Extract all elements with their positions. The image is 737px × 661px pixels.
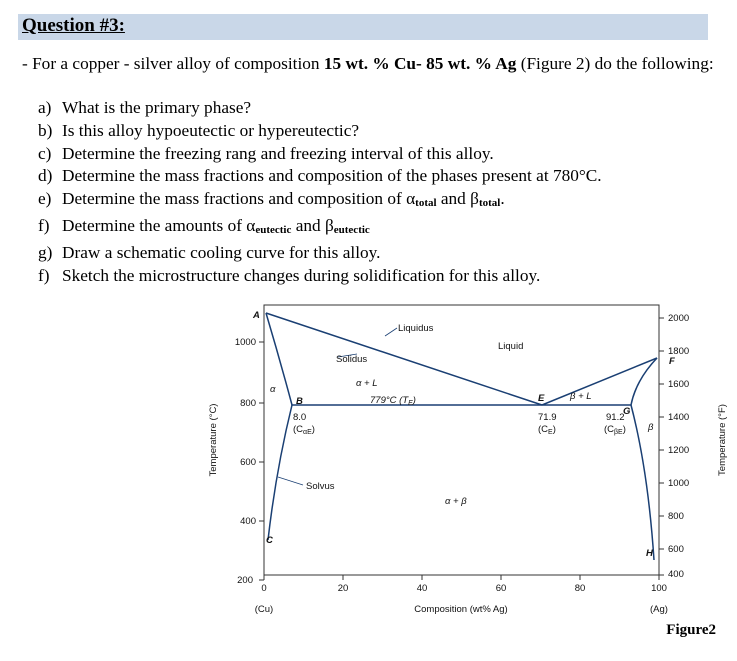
point-h-label: H (646, 548, 653, 559)
y-tick-label-f: 1600 (668, 379, 690, 390)
x-end-right: (Ag) (650, 604, 668, 615)
intro-composition: 15 wt. % Cu- 85 wt. % Ag (323, 54, 517, 73)
point-e-label: E (538, 393, 545, 404)
diagram-annotations (252, 310, 675, 559)
x-axis-title: Composition (wt% Ag) (414, 604, 508, 615)
solidus-beta (631, 358, 657, 405)
comp-b-value: 8.0 (293, 412, 307, 423)
item-letter: b) (38, 120, 53, 140)
item-letter: a) (38, 98, 52, 117)
item-letter: f) (38, 215, 50, 235)
figure-caption: Figure2 (666, 622, 716, 638)
alpha-region-label: α (270, 384, 276, 395)
item-text: Sketch the microstructure changes during solidification for this alloy. (62, 265, 541, 285)
point-c-label: C (266, 535, 273, 546)
y-tick-label-f: 1200 (668, 445, 690, 456)
item-text-tail: . (500, 189, 505, 209)
item-letter: c) (38, 143, 52, 163)
liquidus-callout (385, 328, 397, 336)
solvus-label: Solvus (306, 481, 335, 492)
item-subscript: eutectic (333, 223, 370, 236)
x-end-left: (Cu) (254, 604, 274, 615)
y-tick-label-f: 400 (668, 569, 684, 580)
item-subscript: total (478, 197, 501, 210)
alpha-liquid-label: α + L (356, 378, 378, 389)
y-tick-label-f: 1000 (668, 478, 690, 489)
phase-diagram-lines (264, 305, 659, 575)
x-tick-label: 100 (651, 583, 667, 594)
x-tick-label: 60 (495, 583, 507, 594)
y-tick-label: 200 (237, 575, 253, 586)
comp-e-label: $(C_E)$ (538, 424, 556, 436)
eutectic-temp-label: 779°C $(T_E)$ (370, 395, 416, 407)
comp-g-label: $(C_{\beta E})$ (604, 424, 626, 436)
beta-region-label: β (648, 422, 654, 433)
point-g-label: G (623, 406, 631, 417)
item-letter: g) (38, 242, 53, 262)
y-axis-title-left: Temperature (°C) (208, 403, 219, 477)
y-axis-title-right: Temperature (°F) (717, 404, 728, 476)
item-text: Determine the mass fractions and composition of the phases present at 780°C. (62, 166, 602, 186)
intro-text-post: (Figure 2) do the following: (516, 54, 714, 73)
x-tick-label: 20 (337, 583, 349, 594)
y-tick-label-f: 2000 (668, 313, 690, 324)
item-text: What is the primary phase? (62, 98, 252, 117)
solvus-alpha (268, 405, 292, 540)
point-f-label: F (669, 356, 675, 367)
x-tick-label: 40 (416, 583, 428, 594)
solvus-callout (278, 477, 303, 485)
comp-b-label: $(C_{\alpha E})$ (293, 424, 315, 436)
comp-e-value: 71.9 (538, 412, 557, 423)
item-text-mid: and β (291, 215, 334, 235)
point-b-label: B (296, 396, 303, 407)
x-tick-label: 0 (261, 583, 267, 594)
beta-liquid-label: β + L (570, 391, 592, 402)
question-title: Question #3: (22, 15, 125, 36)
item-text: Determine the freezing rang and freezing interval of this alloy. (62, 143, 494, 163)
item-letter: f) (38, 265, 50, 285)
x-tick-label: 80 (574, 583, 586, 594)
y-tick-label-f: 1800 (668, 346, 690, 357)
comp-g-value: 91.2 (606, 412, 625, 423)
y-tick-label-f: 800 (668, 511, 684, 522)
y-tick-label-f: 1400 (668, 412, 690, 423)
plot-frame (264, 305, 659, 575)
item-subscript: eutectic (255, 223, 292, 236)
item-letter: d) (38, 166, 53, 186)
y-tick-label: 800 (240, 398, 256, 409)
item-text-mid: and β (436, 189, 479, 209)
y-tick-label: 1000 (234, 337, 256, 348)
item-text: Determine the mass fractions and composition of α (62, 189, 416, 209)
point-a-label: A (253, 310, 260, 321)
item-letter: e) (38, 189, 52, 209)
y-tick-label: 600 (240, 457, 256, 468)
liquid-label: Liquid (498, 341, 524, 352)
liquidus-label: Liquidus (398, 323, 434, 334)
y-tick-label-f: 600 (668, 544, 684, 555)
item-text: Draw a schematic cooling curve for this alloy. (62, 242, 381, 262)
solidus-label: Solidus (336, 354, 368, 365)
axis-labels (208, 313, 728, 615)
intro-text-pre: - For a copper - silver alloy of composition (22, 54, 324, 73)
y-tick-label: 400 (240, 516, 256, 527)
item-subscript: total (415, 197, 437, 210)
item-text: Determine the amounts of α (62, 215, 256, 235)
alpha-beta-label: α + β (445, 496, 467, 507)
item-text: Is this alloy hypoeutectic or hypereutectic? (62, 120, 360, 140)
tick-marks (259, 318, 664, 580)
